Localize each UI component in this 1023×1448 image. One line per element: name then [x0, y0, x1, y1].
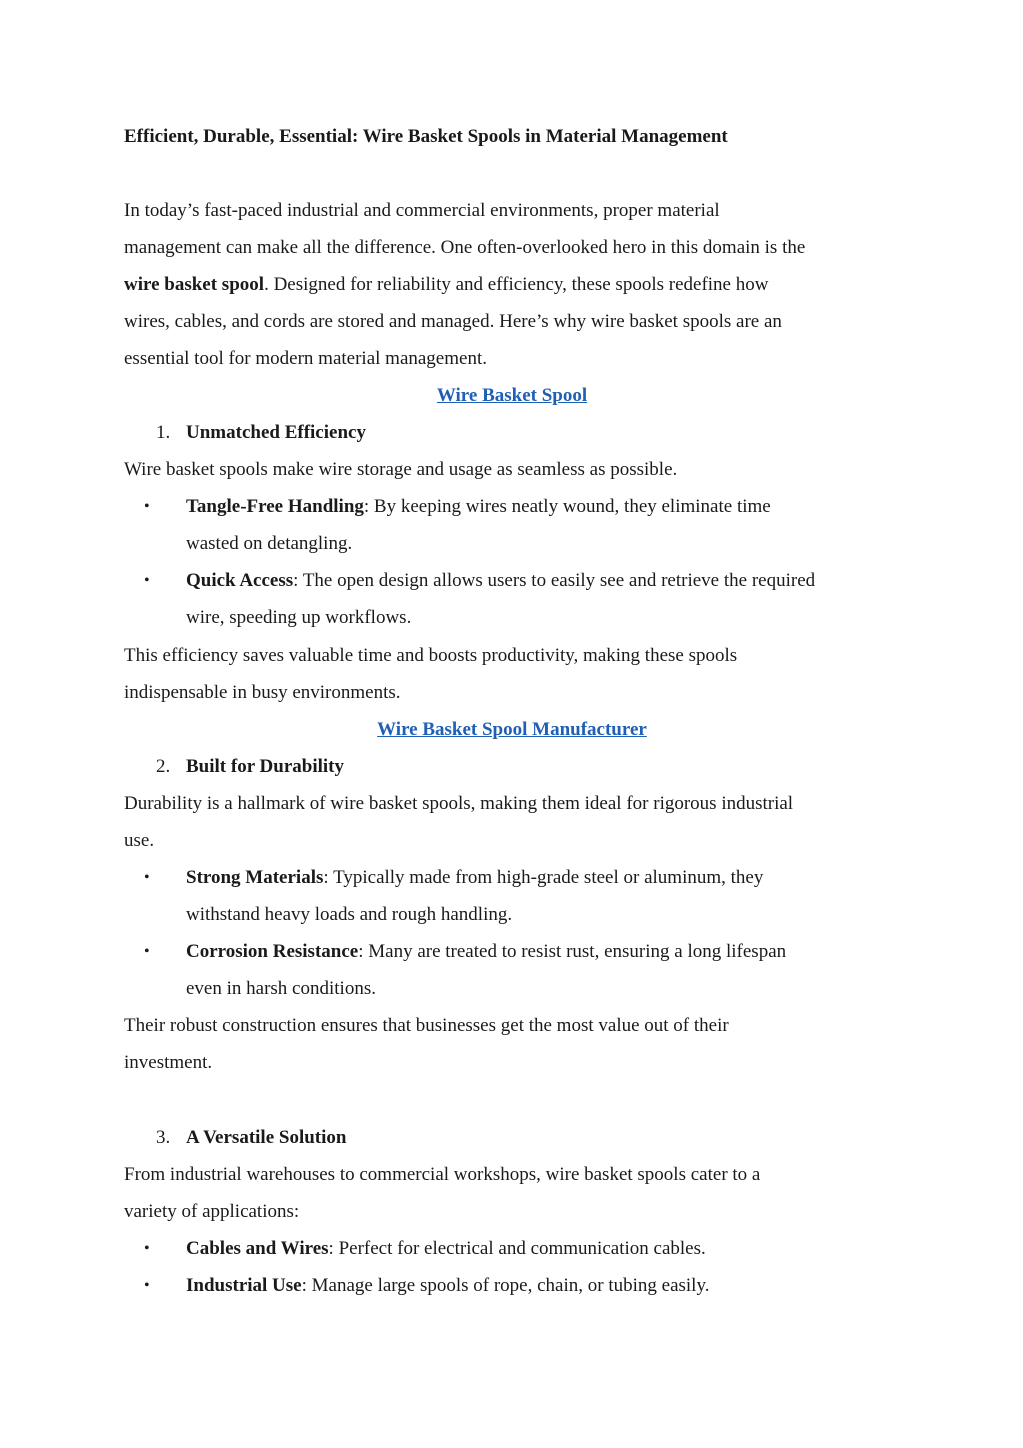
bullet-2-term: Quick Access — [186, 570, 294, 591]
link-row-1 — [124, 384, 900, 408]
bullet-3-line-2: withstand heavy loads and rough handling. — [186, 904, 513, 925]
bullet-4-line-1 — [186, 940, 786, 964]
section-2-heading: Built for Durability — [186, 756, 344, 777]
bullet-2-line-1 — [186, 569, 815, 593]
intro-line-2: management can make all the difference. One often-overlooked hero in this domain is the — [124, 237, 806, 258]
bullet-3-desc: : Typically made from high-grade steel or aluminum, they — [323, 867, 764, 888]
section-1-number: 1. — [156, 422, 171, 443]
intro-line-1: In today’s fast-paced industrial and commercial environments, proper material — [124, 200, 720, 221]
section-3-number: 3. — [156, 1127, 171, 1148]
section-2-bullet-1 — [124, 866, 904, 927]
section-1-heading: Unmatched Efficiency — [186, 422, 366, 443]
bullet-1-line-2: wasted on detangling. — [186, 533, 353, 554]
bullet-6-line-1 — [186, 1274, 709, 1298]
bullet-4-line-2: even in harsh conditions. — [186, 978, 376, 999]
bullet-3-term: Strong Materials — [186, 867, 324, 888]
section-2-heading-row — [124, 755, 904, 779]
bullet-4-desc: : Many are treated to resist rust, ensuring a long lifespan — [358, 941, 787, 962]
section-1-close-line-2: indispensable in busy environments. — [124, 682, 401, 703]
bullet-5-term: Cables and Wires — [186, 1238, 329, 1259]
section-2-close-line-1: Their robust construction ensures that businesses get the most value out of their — [124, 1015, 729, 1036]
section-2-bullet-2 — [124, 940, 904, 1001]
bullet-5-desc: : Perfect for electrical and communication cables. — [328, 1238, 706, 1259]
section-3-bullet-1 — [124, 1237, 904, 1261]
bullet-3-line-1 — [186, 866, 763, 890]
bullet-icon: • — [144, 1277, 150, 1294]
bullet-1-line-1 — [186, 495, 771, 519]
section-2-lead-line-1: Durability is a hallmark of wire basket spools, making them ideal for rigorous industrial — [124, 793, 794, 814]
intro-line-3 — [124, 273, 768, 297]
bullet-6-desc: : Manage large spools of rope, chain, or tubing easily. — [301, 1275, 710, 1296]
section-3-lead-line-2: variety of applications: — [124, 1201, 300, 1222]
bullet-icon: • — [144, 572, 150, 589]
bullet-icon: • — [144, 498, 150, 515]
wire-basket-spool-link[interactable]: Wire Basket Spool — [436, 385, 588, 406]
section-1-lead: Wire basket spools make wire storage and usage as seamless as possible. — [124, 459, 678, 480]
section-2-close-line-2: investment. — [124, 1052, 213, 1073]
section-1-heading-row — [124, 421, 904, 445]
bullet-2-line-2: wire, speeding up workflows. — [186, 607, 412, 628]
document-title: Efficient, Durable, Essential: Wire Basket Spools in Material Management — [124, 126, 728, 147]
section-3-bullet-2 — [124, 1274, 904, 1298]
bullet-2-desc: : The open design allows users to easily see and retrieve the required — [293, 570, 816, 591]
section-1-close-line-1: This efficiency saves valuable time and boosts productivity, making these spools — [124, 645, 738, 666]
bullet-4-term: Corrosion Resistance — [186, 941, 359, 962]
bullet-icon: • — [144, 1240, 150, 1257]
intro-line-5: essential tool for modern material management. — [124, 348, 487, 369]
link-row-2 — [124, 718, 900, 742]
section-3-heading: A Versatile Solution — [186, 1127, 347, 1148]
bullet-icon: • — [144, 869, 150, 886]
section-3-heading-row — [124, 1126, 904, 1150]
bullet-6-term: Industrial Use — [186, 1275, 302, 1296]
section-2-lead-line-2: use. — [124, 830, 155, 851]
intro-bold-term: wire basket spool — [124, 274, 265, 295]
bullet-5-line-1 — [186, 1237, 706, 1261]
section-2-number: 2. — [156, 756, 171, 777]
bullet-icon: • — [144, 943, 150, 960]
section-3-lead-line-1: From industrial warehouses to commercial workshops, wire basket spools cater to a — [124, 1164, 761, 1185]
section-1-bullet-2 — [124, 569, 904, 630]
intro-line-4: wires, cables, and cords are stored and managed. Here’s why wire basket spools are an — [124, 311, 782, 332]
intro-line-3-rest: . Designed for reliability and efficiency, these spools redefine how — [264, 274, 769, 295]
bullet-1-term: Tangle-Free Handling — [186, 496, 364, 517]
wire-basket-spool-manufacturer-link[interactable]: Wire Basket Spool Manufacturer — [377, 719, 647, 740]
bullet-1-desc: : By keeping wires neatly wound, they eliminate time — [363, 496, 771, 517]
section-1-bullet-1 — [124, 495, 904, 556]
